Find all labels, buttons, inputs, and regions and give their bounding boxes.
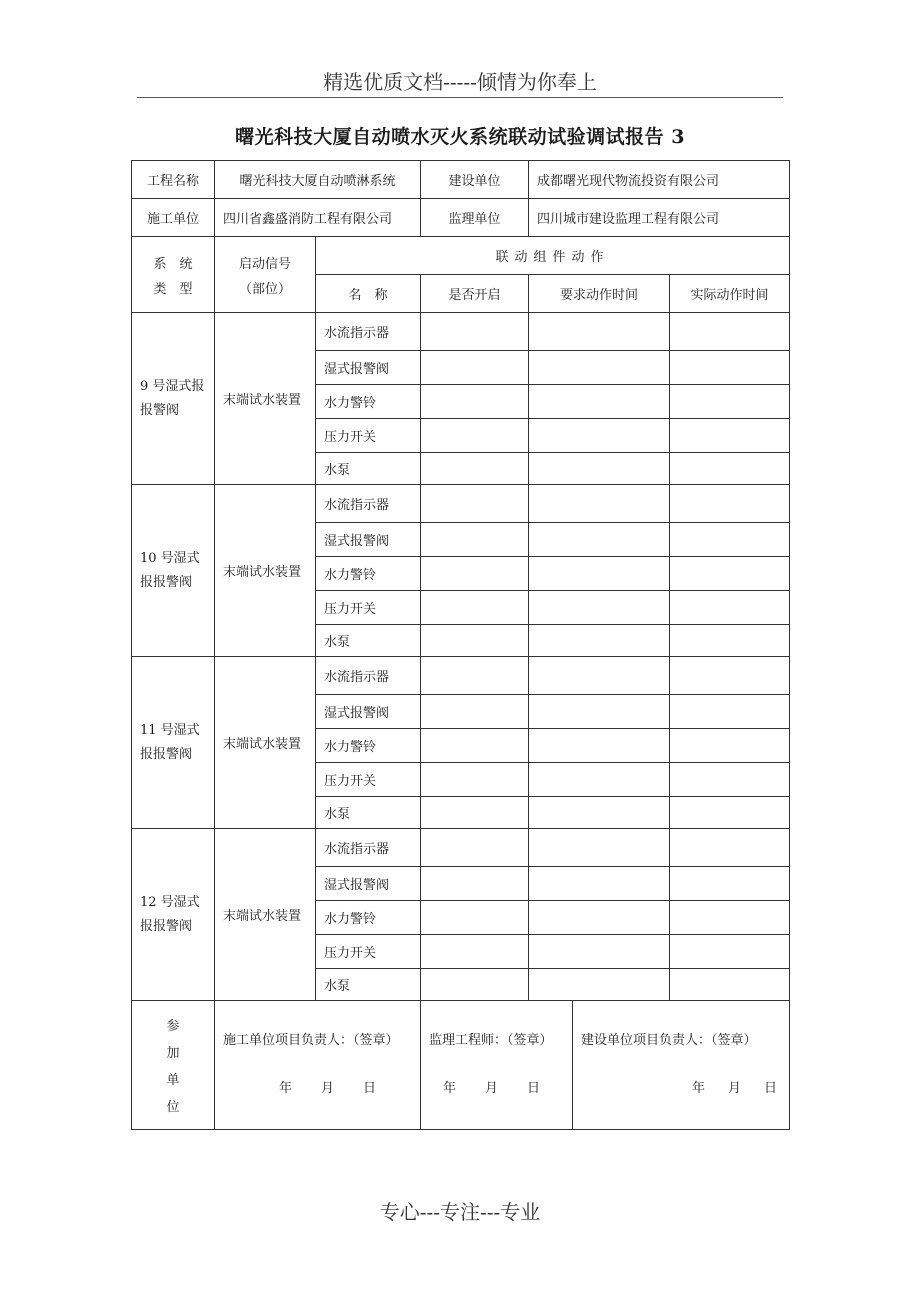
required-time-cell[interactable] [529,453,670,485]
opened-cell[interactable] [421,901,529,935]
builder-label: 施工单位 [132,199,215,237]
component-name: 湿式报警阀 [316,867,421,901]
document-title: 曙光科技大厦自动喷水灭火系统联动试验调试报告 3 [235,126,685,148]
component-name: 湿式报警阀 [316,523,421,557]
system-type-line2: 类 型 [153,281,193,297]
component-name: 水泵 [316,625,421,657]
system-type-cell: 9 号湿式报报警阀 [132,313,215,485]
owner-sign-year: 年 [692,1081,706,1096]
signal-line2: （部位） [238,281,291,297]
component-name: 湿式报警阀 [316,695,421,729]
opened-cell[interactable] [421,485,529,523]
opened-cell[interactable] [421,557,529,591]
system-type-header [132,237,215,313]
required-time-cell[interactable] [529,351,670,385]
component-name: 水力警铃 [316,385,421,419]
builder-sign-label: 施工单位项目负责人：（签章） [223,1033,399,1048]
supervisor-sign-label: 监理工程师：（签章） [429,1033,553,1048]
actual-time-cell[interactable] [670,557,790,591]
component-name: 水流指示器 [316,657,421,695]
actual-time-cell[interactable] [670,625,790,657]
actual-time-cell[interactable] [670,901,790,935]
actual-time-cell[interactable] [670,695,790,729]
required-time-cell[interactable] [529,969,670,1001]
component-row [132,657,790,695]
required-time-cell[interactable] [529,797,670,829]
info-row-project [132,161,790,199]
required-time-cell[interactable] [529,485,670,523]
required-time-cell[interactable] [529,763,670,797]
component-name: 水力警铃 [316,557,421,591]
opened-cell[interactable] [421,695,529,729]
opened-cell[interactable] [421,763,529,797]
opened-cell[interactable] [421,797,529,829]
component-name: 水流指示器 [316,485,421,523]
actual-time-cell[interactable] [670,829,790,867]
component-name: 湿式报警阀 [316,351,421,385]
page-footer: 专心---专注---专业 [379,1200,541,1224]
opened-cell[interactable] [421,657,529,695]
owner-sign-day: 日 [764,1081,778,1096]
system-type-cell: 11 号湿式报报警阀 [132,657,215,829]
actual-time-cell[interactable] [670,867,790,901]
component-row [132,829,790,867]
project-label: 工程名称 [132,161,215,199]
required-time-cell[interactable] [529,385,670,419]
actual-time-cell[interactable] [670,935,790,969]
project-value: 曙光科技大厦自动喷淋系统 [215,161,421,199]
linkage-header: 联动组件动作 [316,237,790,275]
start-signal-cell: 末端试水装置 [215,313,316,485]
required-time-cell[interactable] [529,557,670,591]
opened-cell[interactable] [421,523,529,557]
opened-cell[interactable] [421,729,529,763]
required-time-cell[interactable] [529,657,670,695]
system-type-cell: 12 号湿式报报警阀 [132,829,215,1001]
opened-cell[interactable] [421,313,529,351]
opened-cell[interactable] [421,591,529,625]
header-divider [137,97,783,98]
name-header: 名 称 [316,275,421,313]
supervisor-sign-year: 年 [443,1081,457,1096]
component-row [132,313,790,351]
opened-cell[interactable] [421,385,529,419]
supervisor-label: 监理单位 [421,199,529,237]
component-name: 水力警铃 [316,729,421,763]
actual-time-cell[interactable] [670,591,790,625]
component-name: 水流指示器 [316,829,421,867]
actual-time-cell[interactable] [670,485,790,523]
participants-label [132,1001,215,1130]
component-name: 压力开关 [316,591,421,625]
supervisor-sign-month: 月 [485,1081,499,1096]
opened-cell[interactable] [421,625,529,657]
actual-time-cell[interactable] [670,523,790,557]
system-type-cell: 10 号湿式报报警阀 [132,485,215,657]
component-row [132,485,790,523]
system-type-line1: 系 统 [153,256,193,272]
required-time-cell[interactable] [529,935,670,969]
info-row-builder [132,199,790,237]
component-name: 压力开关 [316,763,421,797]
component-name: 水力警铃 [316,901,421,935]
actual-time-header: 实际动作时间 [670,275,790,313]
participants-char: 位 [166,1100,180,1115]
owner-sign-label: 建设单位项目负责人：（签章） [581,1033,757,1048]
required-time-cell[interactable] [529,313,670,351]
builder-signature-cell [215,1001,421,1130]
participants-char: 单 [166,1073,180,1088]
opened-cell[interactable] [421,419,529,453]
required-time-cell[interactable] [529,591,670,625]
required-time-cell[interactable] [529,729,670,763]
opened-cell[interactable] [421,867,529,901]
participants-char: 参 [166,1019,180,1034]
signal-line1: 启动信号 [238,256,291,272]
start-signal-cell: 末端试水装置 [215,829,316,1001]
required-time-cell[interactable] [529,829,670,867]
actual-time-cell[interactable] [670,453,790,485]
linkage-test-report-table [131,160,790,1130]
actual-time-cell[interactable] [670,385,790,419]
component-name: 水泵 [316,969,421,1001]
start-signal-cell: 末端试水装置 [215,657,316,829]
page-header-watermark: 精选优质文档-----倾情为你奉上 [323,70,597,94]
actual-time-cell[interactable] [670,729,790,763]
signal-header [215,237,316,313]
required-time-cell[interactable] [529,419,670,453]
builder-sign-month: 月 [321,1081,335,1096]
opened-header: 是否开启 [421,275,529,313]
component-name: 压力开关 [316,419,421,453]
actual-time-cell[interactable] [670,419,790,453]
required-time-cell[interactable] [529,901,670,935]
required-time-cell[interactable] [529,523,670,557]
required-time-cell[interactable] [529,695,670,729]
actual-time-cell[interactable] [670,763,790,797]
component-name: 水泵 [316,453,421,485]
required-time-cell[interactable] [529,625,670,657]
owner-value: 成都曙光现代物流投资有限公司 [529,161,790,199]
actual-time-cell[interactable] [670,351,790,385]
owner-sign-month: 月 [728,1081,742,1096]
actual-time-cell[interactable] [670,797,790,829]
supervisor-value: 四川城市建设监理工程有限公司 [529,199,790,237]
actual-time-cell[interactable] [670,313,790,351]
participants-char: 加 [166,1046,180,1061]
participants-row [132,1001,790,1130]
owner-label: 建设单位 [421,161,529,199]
required-time-header: 要求动作时间 [529,275,670,313]
component-name: 水泵 [316,797,421,829]
component-name: 水流指示器 [316,313,421,351]
opened-cell[interactable] [421,453,529,485]
actual-time-cell[interactable] [670,969,790,1001]
owner-signature-cell [573,1001,790,1130]
opened-cell[interactable] [421,969,529,1001]
required-time-cell[interactable] [529,867,670,901]
builder-sign-year: 年 [279,1081,293,1096]
supervisor-signature-cell [421,1001,573,1130]
component-name: 压力开关 [316,935,421,969]
supervisor-sign-day: 日 [527,1081,541,1096]
builder-sign-day: 日 [363,1081,377,1096]
actual-time-cell[interactable] [670,657,790,695]
builder-value: 四川省鑫盛消防工程有限公司 [215,199,421,237]
opened-cell[interactable] [421,829,529,867]
opened-cell[interactable] [421,935,529,969]
start-signal-cell: 末端试水装置 [215,485,316,657]
opened-cell[interactable] [421,351,529,385]
header-row-1 [132,237,790,275]
